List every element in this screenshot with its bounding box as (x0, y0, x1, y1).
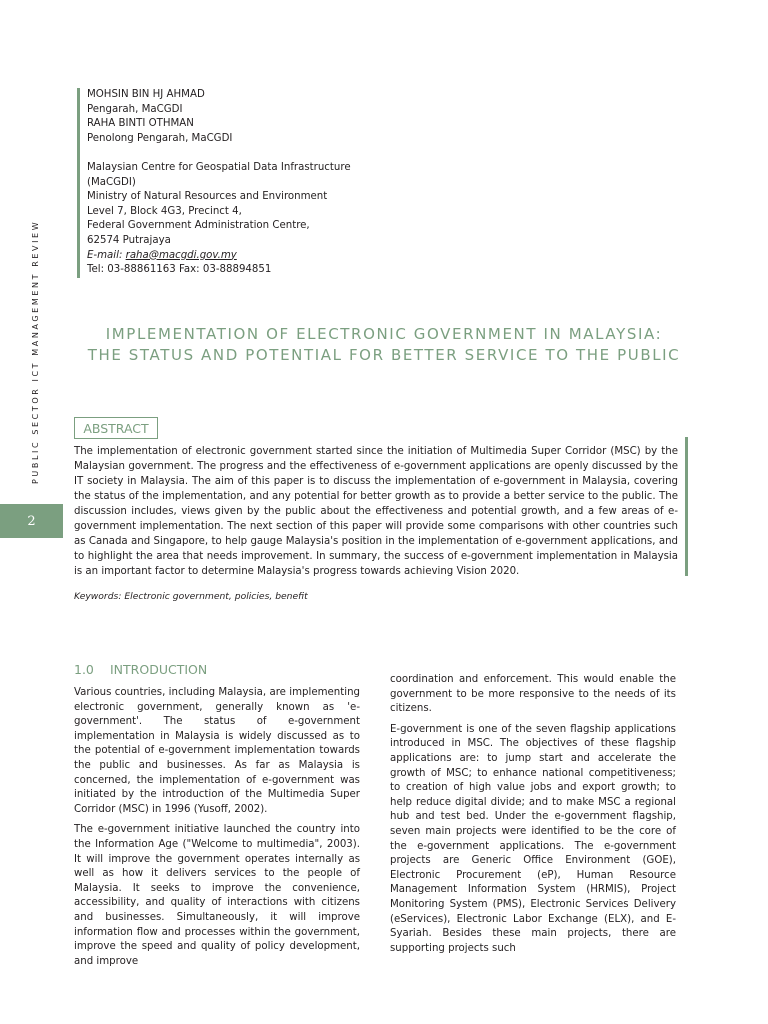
paragraph: Various countries, including Malaysia, are implementing electronic government, generally known as 'e-government'. The status of e-government implementation in Malaysia is widely discussed as to the potential of e-government implementation towards the public and businesses. As far as Malaysia is concerned, the implementation of e-government was initiated by the introduction of the Multimedia Super Corridor (MSC) in 1996 (Yusoff, 2002). (74, 687, 360, 815)
email-line (87, 249, 377, 264)
abstract-label: ABSTRACT (74, 417, 158, 439)
affiliation-line: Level 7, Block 4G3, Precinct 4, (87, 205, 242, 217)
author2-title: Penolong Pengarah, MaCGDI (87, 132, 233, 144)
paragraph: The e-government initiative launched the country into the Information Age ("Welcome to multimedia", 2003). It will improve the government operates internally as well as how it delivers services to the people of Malaysia. It seeks to improve the convenience, accessibility, and quality of interactions with citizens and businesses. Simultaneously, it will improve information flow and processes within the government, improve the speed and quality of policy development, and improve (74, 824, 360, 967)
author-block (77, 88, 377, 278)
left-column (74, 686, 360, 975)
affiliation-line: Federal Government Administration Centre, (87, 220, 310, 232)
page-number: 2 (0, 504, 63, 538)
affiliation-line: Malaysian Centre for Geospatial Data Infrastructure (87, 161, 351, 173)
journal-name-vertical: PUBLIC SECTOR ICT MANAGEMENT REVIEW (31, 219, 40, 484)
author2-name: RAHA BINTI OTHMAN (87, 118, 194, 130)
section-number: 1.0 (74, 662, 94, 677)
email-link[interactable]: raha@macgdi.gov.my (125, 249, 237, 261)
abstract-text: The implementation of electronic government started since the initiation of Multimedia Super Corridor (MSC) by the Malaysian government. The progress and the effectiveness of e-government applications are openly discussed by the IT society in Malaysia. The aim of this paper is to discuss the implementation of e-government in Malaysia, covering the status of the implementation, and any potential for better growth as to provide a better service to the public. The discussion includes, views given by the public about the effectiveness and potential growth, and a few areas of e-government implementation. The next section of this paper will provide some comparisons with other countries such as Canada and Singapore, to help gauge Malaysia's position in the implementation of e-government applications, and to highlight the area that needs improvement. In summary, the success of e-government implementation in Malaysia is an important factor to determine Malaysia's progress towards achieving Vision 2020. (74, 446, 678, 577)
paper-title (0, 324, 768, 366)
email-label: E-mail: (87, 249, 126, 261)
right-column (390, 673, 676, 962)
affiliation-line: 62574 Putrajaya (87, 234, 171, 246)
paragraph: E-government is one of the seven flagship applications introduced in MSC. The objectives of these flagship applications are: to jump start and accelerate the growth of MSC; to enhance national competitiveness; to creation of high value jobs and export growth; to help reduce digital divide; and to make MSC a regional hub and test bed. Under the e-government flagship, seven main projects were identified to be the core of the e-government applications. The e-government projects are Generic Office Environment (GOE), Electronic Procurement (eP), Human Resource Management Information System (HRMIS), Project Monitoring System (PMS), Electronic Services Delivery (eServices), Electronic Labor Exchange (ELX), and E-Syariah. Besides these main projects, there are supporting projects such (390, 723, 676, 954)
title-line-2: THE STATUS AND POTENTIAL FOR BETTER SERVICE TO THE PUBLIC (87, 346, 681, 364)
title-line-1: IMPLEMENTATION OF ELECTRONIC GOVERNMENT IN MALAYSIA: (105, 325, 663, 343)
author1-name: MOHSIN BIN HJ AHMAD (87, 89, 205, 100)
keywords: Keywords: Electronic government, policies, benefit (74, 591, 308, 602)
abstract-accent-bar (685, 437, 688, 576)
author1-title: Pengarah, MaCGDI (87, 103, 183, 115)
affiliation-line: (MaCGDI) (87, 176, 136, 188)
affiliation-line: Ministry of Natural Resources and Environment (87, 191, 328, 203)
paragraph: coordination and enforcement. This would enable the government to be more responsive to the needs of its citizens. (390, 674, 676, 715)
section-title: INTRODUCTION (110, 662, 208, 677)
tel-fax: Tel: 03-88861163 Fax: 03-88894851 (87, 264, 272, 276)
section-heading-introduction (74, 662, 207, 677)
